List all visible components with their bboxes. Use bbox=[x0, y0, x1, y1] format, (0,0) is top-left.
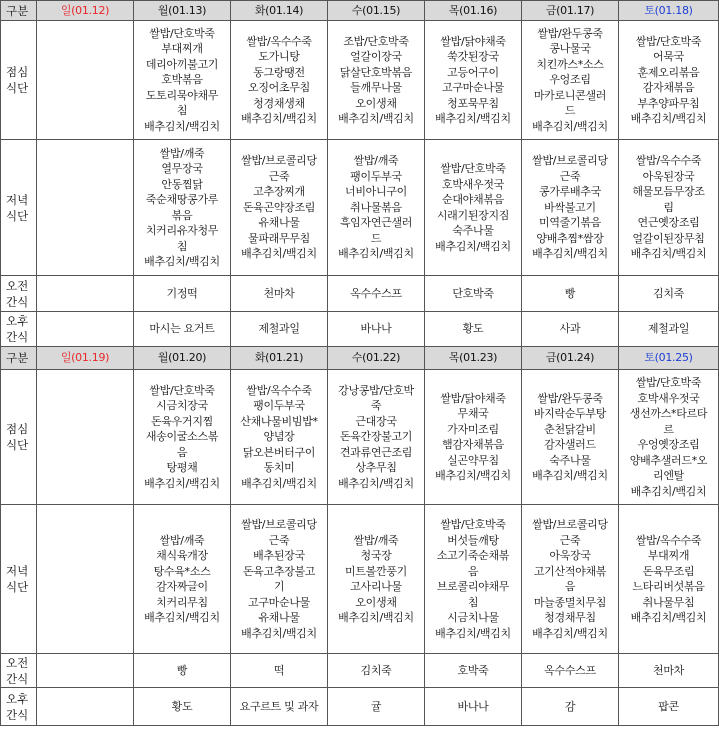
lunch-cell-sun bbox=[37, 370, 134, 505]
day-header-sat: 토(01.18) bbox=[619, 1, 719, 21]
menu-item: 죽 bbox=[370, 399, 382, 413]
menu-item: 호박볶음 bbox=[161, 73, 203, 87]
pm-snack-cell-thu: 바나나 bbox=[425, 688, 522, 726]
pm-snack-cell-sat: 제철과일 bbox=[619, 312, 719, 347]
menu-item: 마카로니콘샐러 bbox=[533, 88, 607, 102]
menu-item: 배추김치/백김치 bbox=[144, 611, 220, 624]
day-header-tue: 화(01.14) bbox=[231, 1, 328, 21]
day-header-sat: 토(01.25) bbox=[619, 347, 719, 370]
menu-item: 배추김치/백김치 bbox=[435, 112, 511, 125]
day-header-mon: 월(01.20) bbox=[134, 347, 231, 370]
menu-item: 돈육곤약장조림 bbox=[242, 200, 316, 214]
menu-item: 배추김치/백김치 bbox=[630, 247, 707, 261]
menu-item: 쌀밥/브로콜리당 bbox=[241, 518, 317, 531]
dinner-cell-thu bbox=[425, 140, 522, 276]
menu-item: 돈육우거지찜 bbox=[151, 414, 213, 428]
menu-item: 배추김치/백김치 bbox=[630, 112, 707, 125]
am-snack-cell-tue: 천마차 bbox=[231, 276, 328, 312]
menu-item: 열무장국 bbox=[161, 162, 203, 175]
menu-item: 감자채볶음 bbox=[642, 81, 695, 94]
menu-item: 근죽 bbox=[268, 169, 290, 183]
menu-item: 연근옛장조림 bbox=[637, 216, 700, 230]
menu-item: 고추장찌개 bbox=[253, 185, 305, 199]
menu-item: 음 bbox=[564, 580, 576, 593]
row-label-line: 오전 bbox=[6, 278, 29, 293]
afternoon-snack-row bbox=[1, 688, 719, 726]
day-header-wed: 수(01.22) bbox=[328, 347, 425, 370]
dinner-row bbox=[1, 505, 719, 654]
menu-item: 부추양파무침 bbox=[637, 96, 700, 110]
menu-item: 햄감자채볶음 bbox=[442, 438, 504, 451]
menu-item: 흑임자연근샐러 bbox=[339, 216, 413, 230]
menu-item: 근죽 bbox=[559, 533, 581, 547]
menu-item: 배추김치/백김치 bbox=[435, 469, 511, 482]
menu-item: 도토리묵야채무 bbox=[145, 88, 219, 102]
dinner-row bbox=[1, 140, 719, 276]
header-label: 구분 bbox=[1, 347, 37, 370]
lunch-cell-mon bbox=[134, 370, 231, 505]
menu-item: 팽이두부국 bbox=[350, 169, 402, 183]
menu-item: 침 bbox=[176, 239, 188, 253]
menu-item: 고구마순나물 bbox=[248, 595, 310, 609]
row-label-line: 간식 bbox=[6, 330, 29, 344]
menu-item: 느타리버섯볶음 bbox=[632, 580, 705, 593]
menu-item: 동치미 bbox=[263, 461, 295, 475]
menu-item: 생선까스*타르타 bbox=[629, 407, 708, 420]
am-snack-cell-mon: 기정떡 bbox=[134, 276, 231, 312]
menu-item: 탕평채 bbox=[166, 461, 198, 475]
menu-item: 배추김치/백김치 bbox=[338, 476, 414, 490]
menu-item: 쌀밥/깨죽 bbox=[353, 154, 399, 168]
menu-item: 쌀밥/옥수수죽 bbox=[246, 383, 312, 397]
menu-item: 견과류연근조림 bbox=[339, 445, 413, 459]
day-header-sun: 일(01.12) bbox=[37, 1, 134, 21]
menu-item: 미트볼깐풍기 bbox=[345, 564, 407, 578]
menu-item: 양념장 bbox=[263, 430, 295, 444]
menu-item: 산채나물비빔밥* bbox=[240, 414, 318, 428]
menu-item: 오이생채 bbox=[355, 595, 397, 609]
row-label-line: 간식 bbox=[6, 671, 29, 686]
am-snack-cell-mon: 빵 bbox=[134, 654, 231, 688]
am-snack-cell-wed: 김치죽 bbox=[328, 654, 425, 688]
menu-item: 배추김치/백김치 bbox=[144, 476, 220, 490]
meal-schedule-body bbox=[1, 1, 719, 726]
pm-snack-cell-wed: 귤 bbox=[328, 688, 425, 726]
lunch-cell-fri bbox=[522, 370, 619, 505]
menu-item: 동그랑땡전 bbox=[253, 65, 305, 79]
menu-item: 브로콜리야채무 bbox=[436, 580, 510, 593]
menu-item: 배추김치/백김치 bbox=[241, 112, 317, 125]
menu-item: 근죽 bbox=[559, 169, 581, 183]
menu-item: 쌀밥/닭야채죽 bbox=[440, 34, 506, 48]
menu-item: 바싹불고기 bbox=[544, 200, 596, 214]
lunch-cell-sun bbox=[37, 21, 134, 140]
row-label-line: 오후 bbox=[6, 691, 29, 706]
pm-snack-label bbox=[1, 688, 37, 726]
menu-item: 배추김치/백김치 bbox=[532, 119, 608, 133]
menu-item: 볶음 bbox=[171, 208, 193, 222]
menu-item: 미역줄기볶음 bbox=[539, 216, 601, 230]
pm-snack-cell-mon: 마시는 요거트 bbox=[134, 312, 231, 347]
menu-item: 청경채생채 bbox=[253, 96, 305, 110]
row-label-line: 간식 bbox=[6, 707, 29, 722]
menu-item: 고구마순나물 bbox=[442, 81, 504, 94]
lunch-row bbox=[1, 21, 719, 140]
menu-item: 쌀밥/브로콜리당 bbox=[532, 154, 608, 168]
menu-item: 배추김치/백김치 bbox=[241, 247, 317, 261]
menu-item: 우엉조림 bbox=[549, 73, 591, 87]
menu-item: 도가니탕 bbox=[258, 50, 300, 63]
menu-item: 배추된장국 bbox=[253, 549, 305, 562]
day-header-wed: 수(01.15) bbox=[328, 1, 425, 21]
menu-item: 호박새우젓국 bbox=[442, 177, 504, 191]
menu-item: 배추김치/백김치 bbox=[435, 626, 511, 640]
menu-item: 탕수육*소스 bbox=[153, 564, 211, 578]
am-snack-cell-sat: 김치죽 bbox=[619, 276, 719, 312]
menu-item: 배추김치/백김치 bbox=[630, 611, 707, 624]
lunch-row bbox=[1, 370, 719, 505]
dinner-cell-fri bbox=[522, 140, 619, 276]
day-header-tue: 화(01.21) bbox=[231, 347, 328, 370]
am-snack-cell-thu: 호박죽 bbox=[425, 654, 522, 688]
menu-item: 너비아니구이 bbox=[345, 185, 407, 199]
menu-item: 배추김치/백김치 bbox=[144, 119, 220, 133]
dinner-cell-wed bbox=[328, 140, 425, 276]
menu-item: 양배추찜*쌈장 bbox=[536, 231, 604, 245]
row-label-line: 저녁 bbox=[6, 192, 29, 207]
menu-item: 안동찜닭 bbox=[161, 177, 203, 191]
menu-item: 콩가루배추국 bbox=[539, 185, 601, 199]
am-snack-cell-sat: 천마차 bbox=[619, 654, 719, 688]
am-snack-cell-fri: 옥수수스프 bbox=[522, 654, 619, 688]
menu-item: 쌀밥/옥수수죽 bbox=[635, 154, 702, 168]
header-row bbox=[1, 347, 719, 370]
row-label-line: 식단 bbox=[6, 580, 29, 594]
dinner-cell-sat bbox=[619, 505, 719, 654]
menu-item: 쌀밥/완두콩죽 bbox=[537, 391, 603, 405]
menu-item: 취나물무침 bbox=[642, 595, 695, 609]
menu-item: 감자짜글이 bbox=[156, 580, 208, 593]
menu-item: 콩나물국 bbox=[549, 42, 591, 56]
row-label-line: 저녁 bbox=[6, 564, 29, 578]
menu-item: 팽이두부국 bbox=[253, 399, 305, 413]
lunch-label bbox=[1, 370, 37, 505]
row-label-line: 식단 bbox=[6, 208, 29, 223]
menu-item: 가자미조림 bbox=[447, 422, 499, 436]
menu-item: 소고기죽순채볶 bbox=[436, 549, 510, 562]
menu-item: 배추김치/백김치 bbox=[241, 626, 317, 640]
menu-item: 채식육개장 bbox=[156, 549, 208, 562]
header-row bbox=[1, 1, 719, 21]
menu-item: 쑥갓된장국 bbox=[447, 50, 499, 63]
dinner-cell-tue bbox=[231, 505, 328, 654]
dinner-cell-sat bbox=[619, 140, 719, 276]
menu-item: 물파래무무침 bbox=[248, 231, 310, 245]
day-header-thu: 목(01.23) bbox=[425, 347, 522, 370]
menu-item: 닭오븐버터구이 bbox=[242, 445, 316, 459]
menu-item: 음 bbox=[467, 564, 479, 578]
menu-item: 부대찌개 bbox=[647, 549, 690, 562]
menu-item: 배추김치/백김치 bbox=[241, 476, 317, 490]
am-snack-cell-fri: 빵 bbox=[522, 276, 619, 312]
menu-item: 숙주나물 bbox=[549, 453, 591, 467]
menu-item: 고기산적야채볶 bbox=[533, 564, 607, 578]
menu-item: 청경채무침 bbox=[544, 611, 596, 624]
menu-item: 바지락순두부탕 bbox=[533, 407, 607, 420]
day-header-sun: 일(01.19) bbox=[37, 347, 134, 370]
menu-item: 마늘종멸치무침 bbox=[533, 595, 607, 609]
menu-item: 르 bbox=[663, 422, 674, 436]
menu-item: 들깨무나물 bbox=[350, 81, 402, 94]
menu-item: 순대야채볶음 bbox=[442, 193, 504, 206]
menu-item: 새송이굴소스볶 bbox=[145, 430, 219, 444]
morning-snack-row bbox=[1, 276, 719, 312]
am-snack-cell-wed: 옥수수스프 bbox=[328, 276, 425, 312]
menu-item: 드 bbox=[564, 104, 576, 118]
menu-item: 숙주나물 bbox=[452, 224, 494, 237]
menu-item: 돈육간장불고기 bbox=[339, 430, 413, 444]
dinner-label bbox=[1, 505, 37, 654]
menu-item: 배추김치/백김치 bbox=[532, 469, 608, 482]
menu-item: 배추김치/백김치 bbox=[338, 112, 414, 125]
row-label-line: 오전 bbox=[6, 655, 29, 670]
pm-snack-cell-sat: 팝콘 bbox=[619, 688, 719, 726]
menu-item: 쌀밥/옥수수죽 bbox=[246, 34, 312, 48]
menu-item: 아욱장국 bbox=[549, 549, 591, 562]
menu-item: 돈육고추장불고 bbox=[242, 564, 316, 578]
menu-item: 치킨까스*소스 bbox=[536, 57, 604, 71]
menu-item: 드 bbox=[370, 231, 382, 245]
menu-item: 데리아끼불고기 bbox=[145, 57, 219, 71]
menu-item: 얼갈이된장무침 bbox=[632, 231, 705, 245]
pm-snack-cell-thu: 황도 bbox=[425, 312, 522, 347]
am-snack-label bbox=[1, 654, 37, 688]
menu-item: 고사리나물 bbox=[350, 580, 402, 593]
dinner-cell-sun bbox=[37, 505, 134, 654]
row-label-line: 간식 bbox=[6, 294, 29, 309]
menu-item: 쌀밥/단호박죽 bbox=[149, 383, 215, 397]
menu-item: 유채나물 bbox=[258, 216, 300, 230]
pm-snack-cell-tue: 요구르트 및 과자 bbox=[231, 688, 328, 726]
menu-item: 쌀밥/단호박죽 bbox=[635, 376, 702, 389]
lunch-cell-tue bbox=[231, 21, 328, 140]
row-label-line: 점심 bbox=[6, 65, 29, 79]
pm-snack-cell-wed: 바나나 bbox=[328, 312, 425, 347]
menu-item: 쌀밥/브로콜리당 bbox=[241, 154, 317, 168]
menu-item: 닭살단호박볶음 bbox=[339, 65, 413, 79]
menu-item: 리엔탈 bbox=[653, 469, 684, 482]
pm-snack-cell-mon: 황도 bbox=[134, 688, 231, 726]
lunch-label bbox=[1, 21, 37, 140]
menu-item: 오징어초무침 bbox=[248, 81, 310, 94]
menu-item: 침 bbox=[467, 595, 479, 609]
dinner-cell-fri bbox=[522, 505, 619, 654]
menu-item: 쌀밥/단호박죽 bbox=[149, 26, 215, 40]
dinner-cell-mon bbox=[134, 505, 231, 654]
menu-item: 양배추샐러드*오 bbox=[629, 453, 708, 467]
menu-item: 얼갈이장국 bbox=[350, 50, 402, 63]
menu-item: 시금치장국 bbox=[156, 399, 208, 413]
menu-item: 쌀밥/깨죽 bbox=[353, 533, 399, 547]
lunch-cell-thu bbox=[425, 370, 522, 505]
pm-snack-cell-fri: 사과 bbox=[522, 312, 619, 347]
menu-item: 강낭콩밥/단호박 bbox=[338, 383, 414, 397]
menu-item: 감자샐러드 bbox=[544, 438, 596, 451]
menu-item: 실곤약무침 bbox=[447, 453, 499, 467]
menu-item: 기 bbox=[273, 580, 285, 593]
menu-item: 배추김치/백김치 bbox=[532, 247, 608, 261]
menu-item: 쌀밥/깨죽 bbox=[159, 146, 205, 160]
menu-item: 돈육무조림 bbox=[642, 564, 695, 578]
morning-snack-row bbox=[1, 654, 719, 688]
dinner-cell-wed bbox=[328, 505, 425, 654]
menu-item: 쌀밥/깨죽 bbox=[159, 533, 205, 547]
menu-item: 쌀밥/옥수수죽 bbox=[635, 533, 702, 547]
am-snack-cell-sun bbox=[37, 654, 134, 688]
am-snack-cell-tue: 떡 bbox=[231, 654, 328, 688]
menu-item: 음 bbox=[176, 445, 188, 459]
menu-item: 치커리유자청무 bbox=[145, 224, 219, 237]
day-header-fri: 금(01.17) bbox=[522, 1, 619, 21]
lunch-cell-sat bbox=[619, 370, 719, 505]
am-snack-label bbox=[1, 276, 37, 312]
menu-item: 호박새우젓국 bbox=[637, 391, 700, 405]
menu-item: 근대장국 bbox=[355, 414, 397, 428]
menu-item: 어묵국 bbox=[653, 50, 684, 63]
menu-item: 침 bbox=[176, 104, 188, 118]
row-label-line: 오후 bbox=[6, 314, 29, 328]
menu-item: 버섯들깨탕 bbox=[447, 533, 499, 547]
lunch-cell-mon bbox=[134, 21, 231, 140]
menu-item: 배추김치/백김치 bbox=[630, 484, 707, 498]
day-header-thu: 목(01.16) bbox=[425, 1, 522, 21]
menu-item: 근죽 bbox=[268, 533, 290, 547]
menu-item: 부대찌개 bbox=[161, 42, 203, 56]
dinner-cell-thu bbox=[425, 505, 522, 654]
pm-snack-cell-fri: 감 bbox=[522, 688, 619, 726]
header-label: 구분 bbox=[1, 1, 37, 21]
menu-item: 치커리무침 bbox=[156, 595, 208, 609]
lunch-cell-tue bbox=[231, 370, 328, 505]
menu-item: 림 bbox=[663, 200, 674, 214]
am-snack-cell-thu: 단호박죽 bbox=[425, 276, 522, 312]
menu-item: 시래기된장지짐 bbox=[436, 208, 510, 222]
day-header-fri: 금(01.24) bbox=[522, 347, 619, 370]
menu-item: 배추김치/백김치 bbox=[532, 626, 608, 640]
dinner-cell-sun bbox=[37, 140, 134, 276]
menu-item: 조밥/단호박죽 bbox=[343, 34, 409, 48]
menu-item: 아욱된장국 bbox=[642, 169, 695, 183]
row-label-line: 식단 bbox=[6, 438, 29, 452]
afternoon-snack-row bbox=[1, 312, 719, 347]
dinner-cell-tue bbox=[231, 140, 328, 276]
menu-item: 취나물볶음 bbox=[350, 200, 402, 214]
lunch-cell-wed bbox=[328, 370, 425, 505]
menu-item: 쌀밥/브로콜리당 bbox=[532, 518, 608, 531]
lunch-cell-wed bbox=[328, 21, 425, 140]
lunch-cell-thu bbox=[425, 21, 522, 140]
menu-item: 청포묵무침 bbox=[447, 96, 499, 110]
menu-item: 죽순채땅콩가루 bbox=[145, 193, 219, 206]
menu-item: 쌀밥/닭야채죽 bbox=[440, 391, 506, 405]
lunch-cell-sat bbox=[619, 21, 719, 140]
menu-item: 춘천닭갈비 bbox=[544, 422, 596, 436]
pm-snack-label bbox=[1, 312, 37, 347]
menu-item: 고등어구이 bbox=[447, 65, 499, 79]
menu-item: 우엉옛장조림 bbox=[637, 438, 700, 451]
menu-item: 무채국 bbox=[457, 407, 489, 420]
menu-item: 오이생채 bbox=[355, 96, 397, 110]
menu-item: 상추무침 bbox=[355, 461, 397, 475]
pm-snack-cell-sun bbox=[37, 688, 134, 726]
menu-item: 쌀밥/완두콩죽 bbox=[537, 26, 603, 40]
menu-item: 배추김치/백김치 bbox=[144, 255, 220, 268]
menu-item: 배추김치/백김치 bbox=[338, 611, 414, 624]
menu-item: 시금치나물 bbox=[447, 611, 499, 624]
menu-item: 쌀밥/단호박죽 bbox=[440, 518, 506, 531]
lunch-cell-fri bbox=[522, 21, 619, 140]
menu-item: 청국장 bbox=[360, 549, 392, 562]
pm-snack-cell-tue: 제철과일 bbox=[231, 312, 328, 347]
menu-item: 쌀밥/단호박죽 bbox=[440, 162, 506, 175]
menu-item: 배추김치/백김치 bbox=[435, 239, 511, 253]
row-label-line: 점심 bbox=[6, 422, 29, 436]
menu-item: 해물모듬무장조 bbox=[632, 185, 705, 199]
day-header-mon: 월(01.13) bbox=[134, 1, 231, 21]
menu-item: 훈제오리볶음 bbox=[637, 65, 700, 79]
dinner-cell-mon bbox=[134, 140, 231, 276]
menu-item: 배추김치/백김치 bbox=[338, 247, 414, 261]
dinner-label bbox=[1, 140, 37, 276]
am-snack-cell-sun bbox=[37, 276, 134, 312]
menu-item: 쌀밥/단호박죽 bbox=[635, 34, 702, 48]
row-label-line: 식단 bbox=[6, 81, 29, 95]
menu-item: 유채나물 bbox=[258, 611, 300, 624]
pm-snack-cell-sun bbox=[37, 312, 134, 347]
